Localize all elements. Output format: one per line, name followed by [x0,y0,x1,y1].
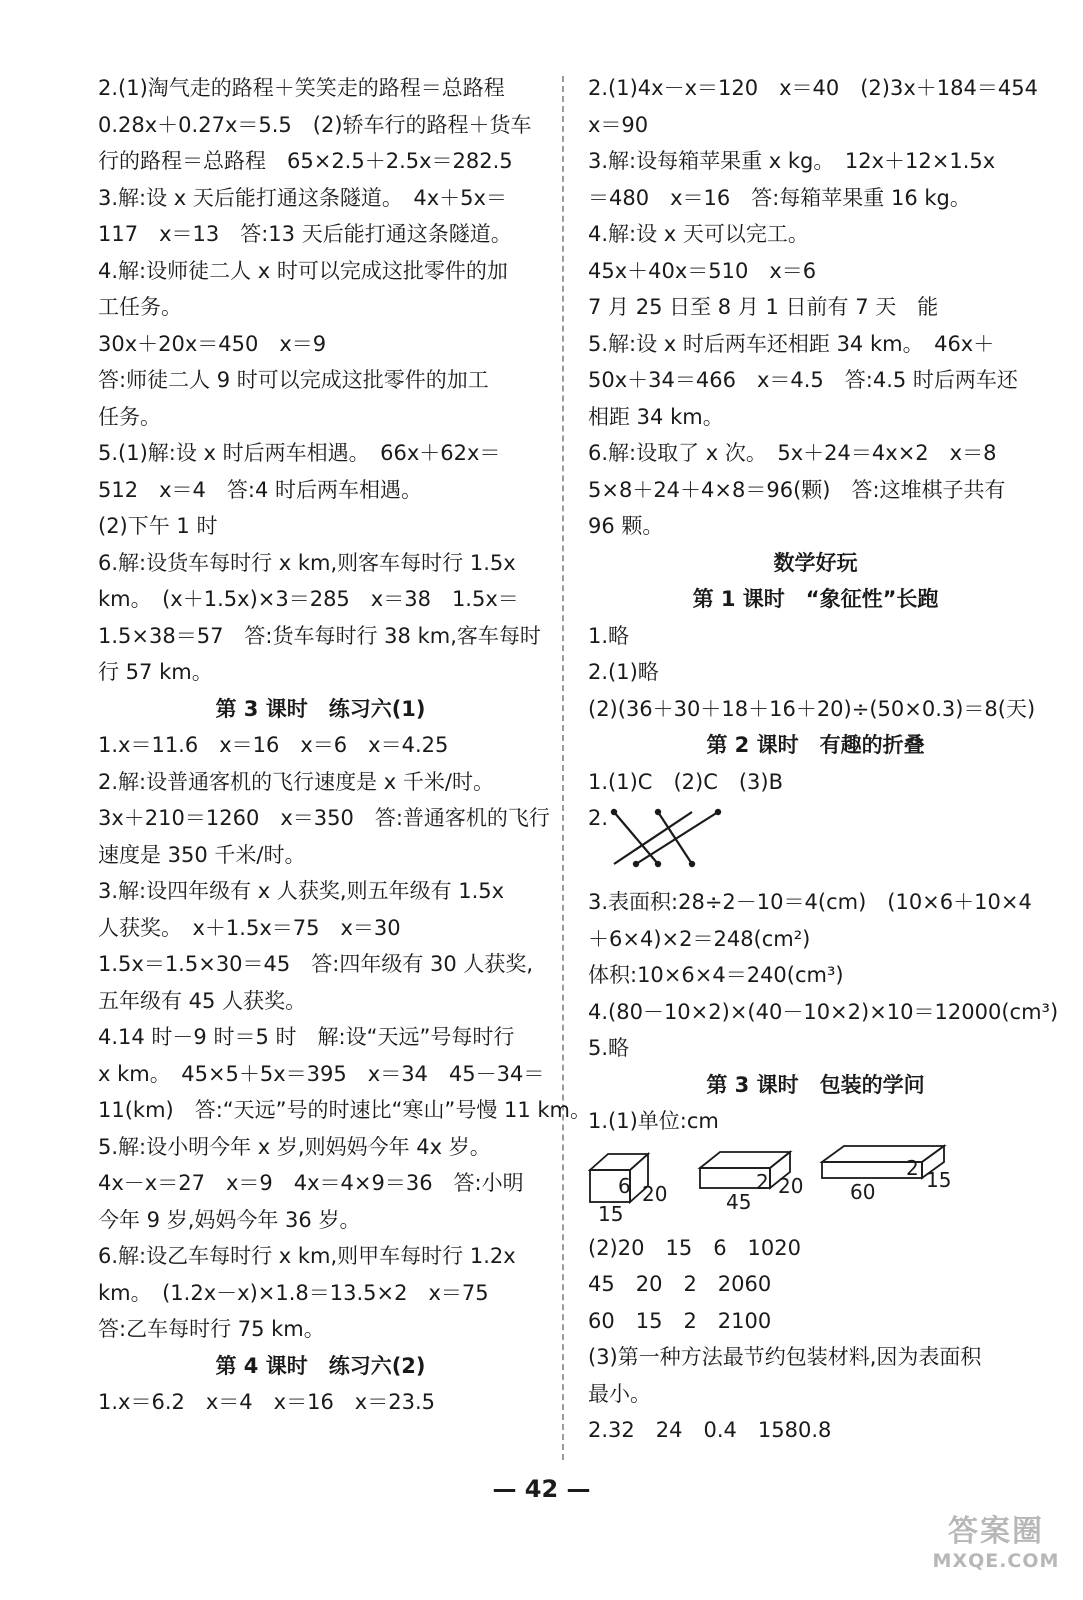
text-line: 2.(1)淘气走的路程＋笑笑走的路程＝总路程 [98,76,505,100]
left-column [98,70,592,1421]
text-line: 3.表面积:28÷2－10＝4(cm) (10×6＋10×4 [588,890,1032,914]
text-line: 今年 9 岁,妈妈今年 36 岁。 [98,1207,361,1232]
text-line: 答:乙车每时行 75 km。 [98,1317,325,1341]
text-line: 60 15 2 2100 [588,1308,772,1333]
text-line: 512 x＝4 答:4 时后两车相遇。 [98,477,422,502]
text-line: 体积:10×6×4＝240(cm³) [588,963,844,987]
text-line: 5.解:设 x 时后两车还相距 34 km。 46x＋ [588,331,995,356]
text-line: 50x＋34＝466 x＝4.5 答:4.5 时后两车还 [588,368,1018,392]
section-heading: 第 4 课时 练习六(2) [215,1353,426,1378]
text-line: 5.略 [588,1036,630,1060]
site-watermark [921,1506,1071,1590]
section-heading: 数学好玩 [773,550,858,575]
box3-side-label: 15 [926,1167,952,1192]
text-line: 1.x＝11.6 x＝16 x＝6 x＝4.25 [98,733,449,757]
box3-front-label: 2 [906,1155,919,1180]
text-line: ＝480 x＝16 答:每箱苹果重 16 kg。 [588,185,971,210]
text-line: 相距 34 km。 [588,404,724,429]
right-column [588,70,1059,1449]
text-line: 4.解:设师徒二人 x 时可以完成这批零件的加 [98,258,508,283]
text-line: 0.28x＋0.27x＝5.5 (2)轿车行的路程＋货车 [98,112,532,137]
text-line: km。 (x＋1.5x)×3＝285 x＝38 1.5x＝ [98,587,519,611]
text-line: x＝90 [588,112,649,137]
watermark-logo-text: 答案圈 [948,1514,1044,1549]
text-line: 5.(1)解:设 x 时后两车相遇。 66x＋62x＝ [98,441,501,465]
question-label: 2. [588,806,609,830]
text-line: 任务。 [98,404,161,429]
text-line: 1.(1)C (2)C (3)B [588,769,784,794]
text-line: 4.解:设 x 天可以完工。 [588,222,809,246]
text-line: 答:师徒二人 9 时可以完成这批零件的加工 [98,368,489,392]
box-diagrams [588,1140,1043,1230]
text-line: 3.解:设 x 天后能打通这条隧道。 4x＋5x＝ [98,185,507,210]
text-line: 11(km) 答:“天远”号的时速比“寒山”号慢 11 km。 [98,1098,592,1122]
section-heading: 第 3 课时 练习六(1) [215,696,426,721]
text-line: 45x＋40x＝510 x＝6 [588,258,817,283]
text-line: (3)第一种方法最节约包装材料,因为表面积 [588,1345,982,1369]
text-line: (2)20 15 6 1020 [588,1235,801,1260]
text-line: 速度是 350 千米/时。 [98,842,306,867]
text-line: 3.解:设每箱苹果重 x kg。 12x＋12×1.5x [588,149,996,173]
text-line: 6.解:设货车每时行 x km,则客车每时行 1.5x [98,550,516,575]
text-line: ＋6×4)×2＝248(cm²) [588,926,811,951]
text-line: 96 颗。 [588,514,664,538]
crossing-lines-diagram [596,802,736,882]
text-line: 2.(1)4x－x＝120 x＝40 (2)3x＋184＝454 [588,76,1038,100]
box1-front-label: 6 [618,1173,631,1198]
text-line: 1.5x＝1.5×30＝45 答:四年级有 30 人获奖, [98,952,534,976]
text-line: 6.解:设乙车每时行 x km,则甲车每时行 1.2x [98,1244,516,1268]
column-divider [562,76,564,1460]
text-line: x km。 45×5＋5x＝395 x＝34 45－34＝ [98,1061,545,1086]
text-line: 117 x＝13 答:13 天后能打通这条隧道。 [98,222,512,246]
text-line: 5.解:设小明今年 x 岁,则妈妈今年 4x 岁。 [98,1134,491,1159]
text-line: 人获奖。 x＋1.5x＝75 x＝30 [98,915,401,940]
crossing-lines-figure [588,800,1043,884]
text-line: 4.14 时－9 时＝5 时 解:设“天远”号每时行 [98,1025,515,1049]
text-line: 3x＋210＝1260 x＝350 答:普通客机的飞行 [98,806,550,830]
text-line: km。 (1.2x－x)×1.8＝13.5×2 x＝75 [98,1280,489,1305]
box1-side-label: 20 [642,1181,668,1206]
text-line: (2)下午 1 时 [98,514,218,538]
text-line: 行的路程＝总路程 65×2.5＋2.5x＝282.5 [98,149,513,173]
text-line: 7 月 25 日至 8 月 1 日前有 7 天 能 [588,295,939,319]
box2-bottom-label: 45 [726,1189,752,1214]
box1-bottom-label: 15 [598,1201,624,1226]
text-line: 30x＋20x＝450 x＝9 [98,331,327,356]
text-line: 4x－x＝27 x＝9 4x＝4×9＝36 答:小明 [98,1171,524,1195]
box3-bottom-label: 60 [850,1179,876,1204]
text-line: 1.5×38＝57 答:货车每时行 38 km,客车每时 [98,623,541,648]
text-line: 45 20 2 2060 [588,1272,772,1296]
text-line: 1.(1)单位:cm [588,1109,719,1133]
section-heading: 第 3 课时 包装的学问 [706,1072,925,1097]
box2-front-label: 2 [756,1169,769,1194]
text-line: (2)(36＋30＋18＋16＋20)÷(50×0.3)＝8(天) [588,696,1036,721]
text-line: 5×8＋24＋4×8＝96(颗) 答:这堆棋子共有 [588,477,1006,502]
text-line: 最小。 [588,1381,651,1406]
section-heading: 第 2 课时 有趣的折叠 [706,733,925,757]
text-line: 3.解:设四年级有 x 人获奖,则五年级有 1.5x [98,879,505,903]
text-line: 行 57 km。 [98,660,213,684]
text-line: 2.(1)略 [588,660,659,684]
text-line: 1.略 [588,623,630,648]
text-line: 2.解:设普通客机的飞行速度是 x 千米/时。 [98,769,494,794]
text-line: 工任务。 [98,295,182,319]
text-line: 五年级有 45 人获奖。 [98,988,307,1013]
text-line: 1.x＝6.2 x＝4 x＝16 x＝23.5 [98,1390,435,1414]
text-line: 4.(80－10×2)×(40－10×2)×10＝12000(cm³) [588,999,1059,1024]
page-number: — 42 — [492,1475,591,1503]
text-line: 6.解:设取了 x 次。 5x＋24＝4x×2 x＝8 [588,441,997,465]
watermark-url: MXQE.COM [932,1550,1060,1572]
box2-side-label: 20 [778,1173,804,1198]
section-heading: 第 1 课时 “象征性”长跑 [692,587,939,611]
text-line: 2.32 24 0.4 1580.8 [588,1418,832,1442]
